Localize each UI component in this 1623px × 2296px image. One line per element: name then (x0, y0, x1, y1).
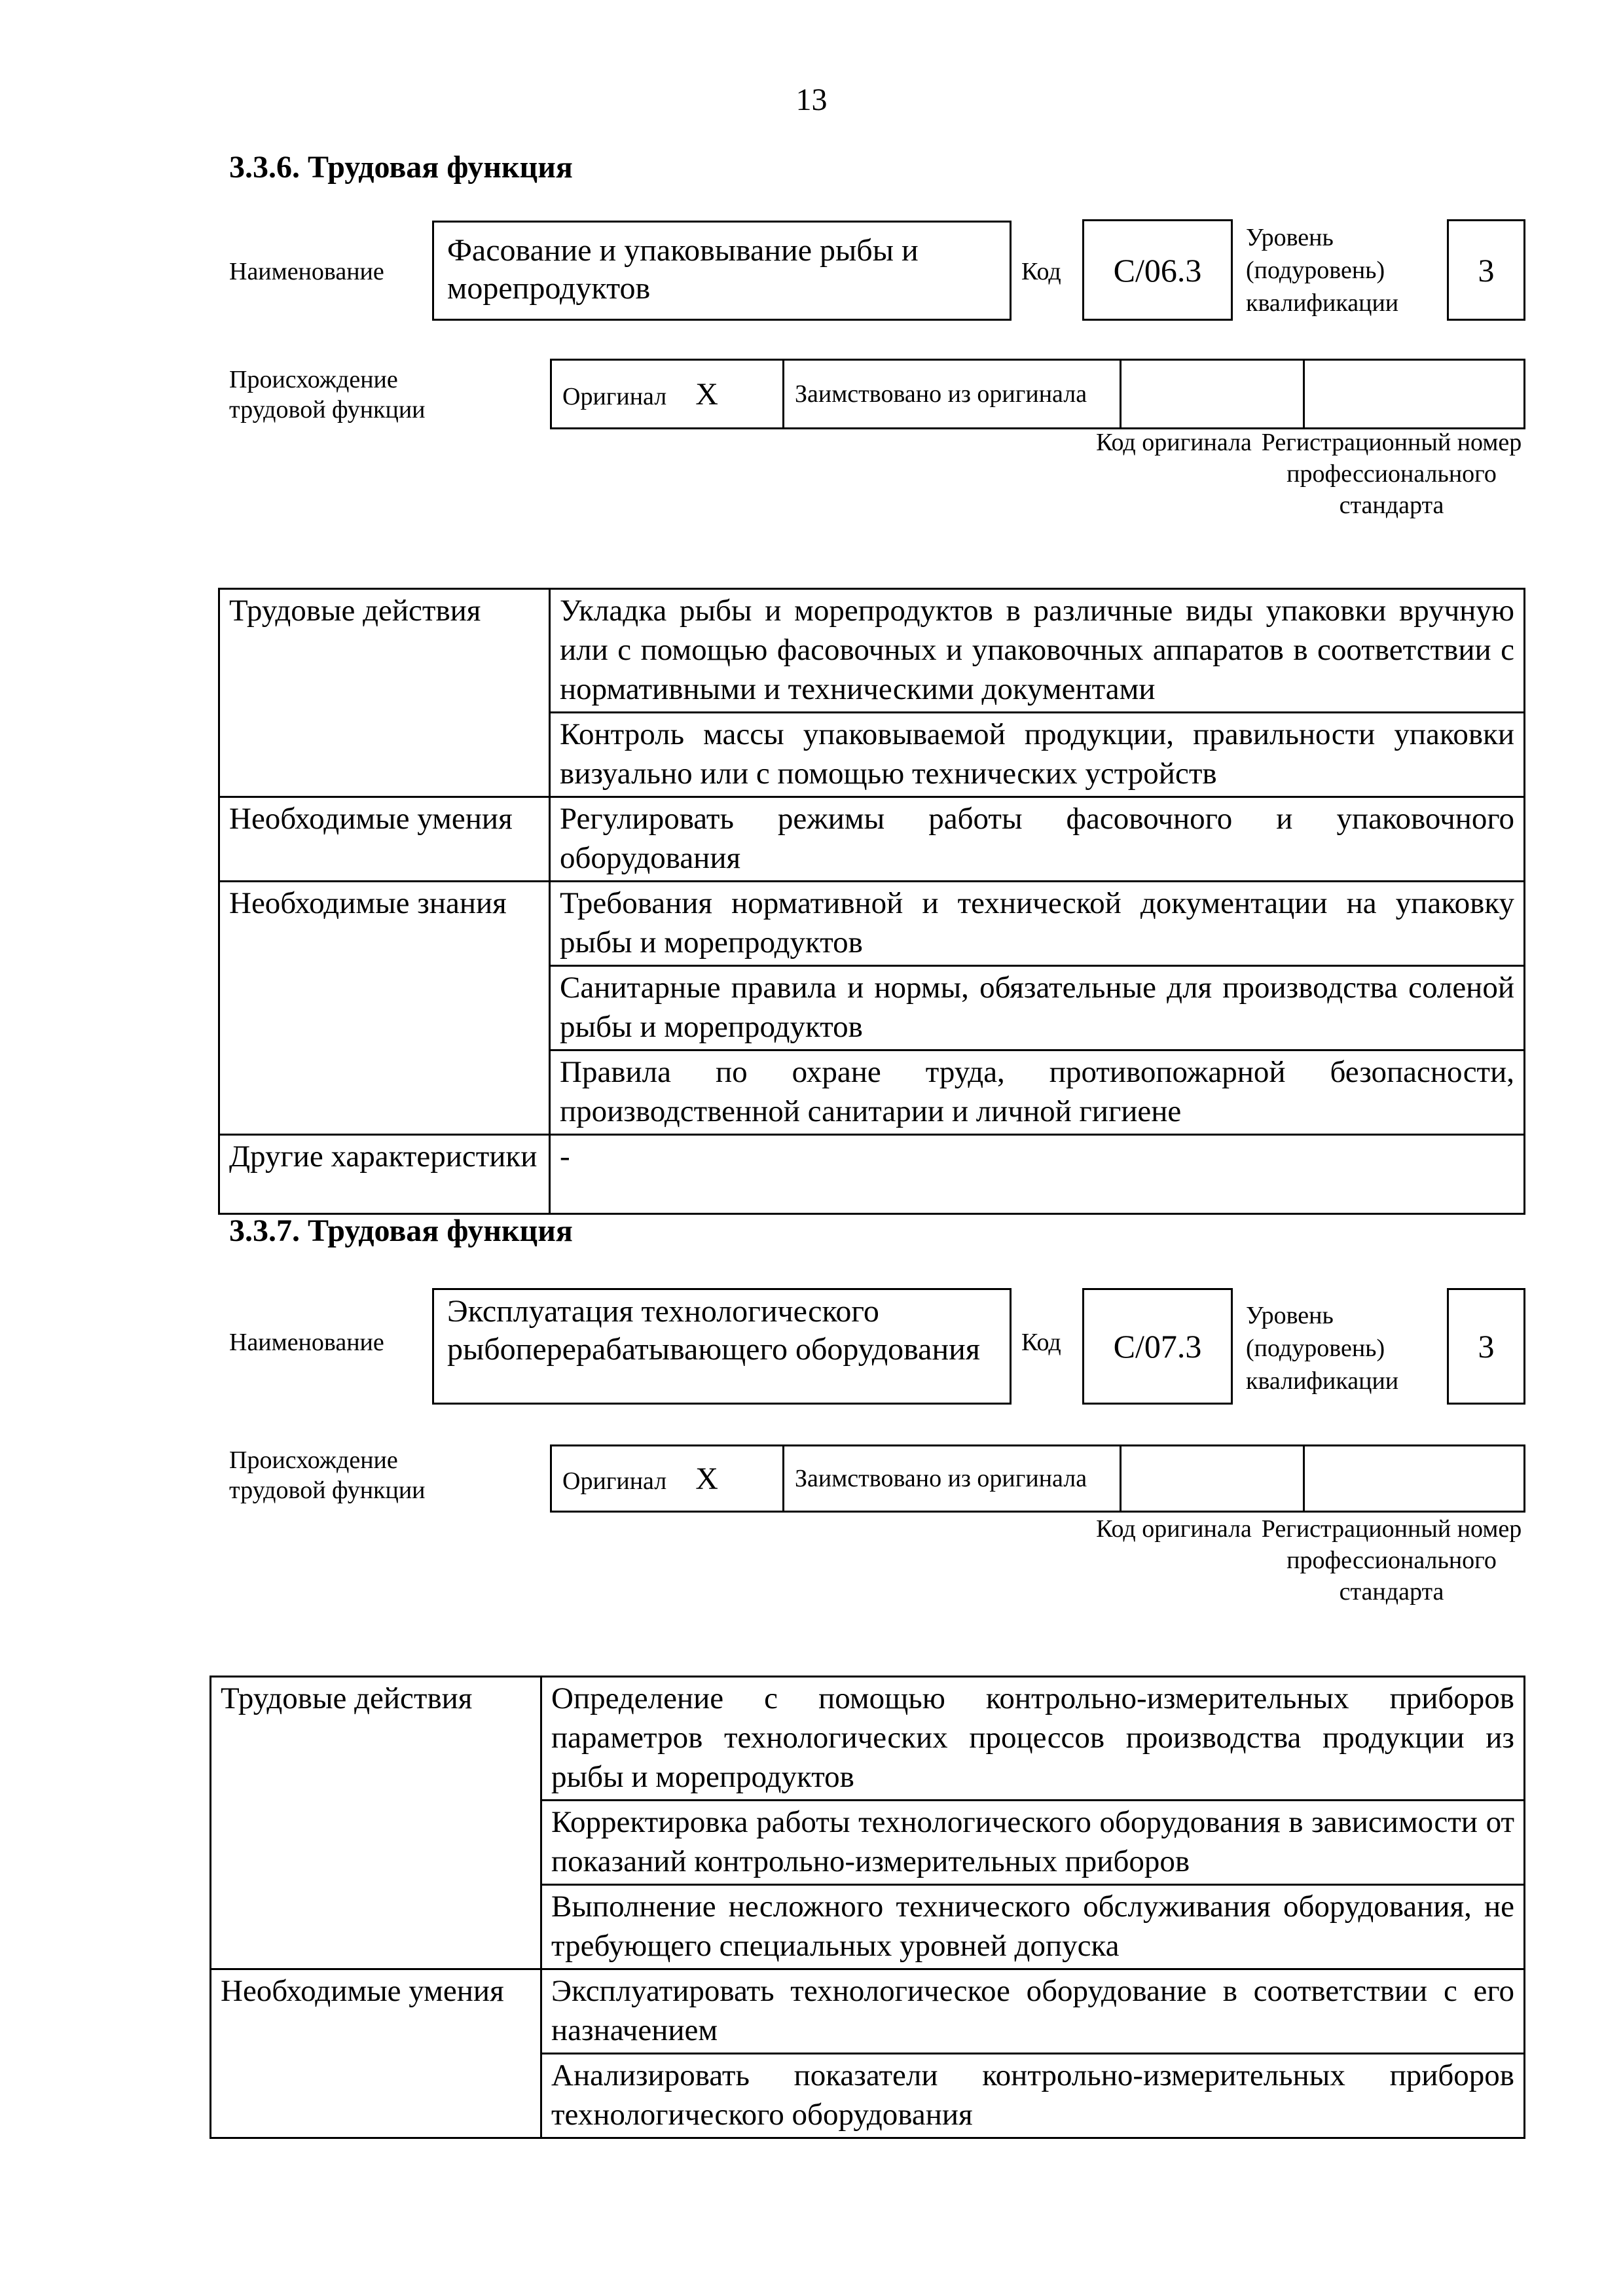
row-item: Эксплуатировать технологическое оборудование в соответствии с его назначением (541, 1969, 1525, 2054)
origin-original-cell (551, 1446, 784, 1512)
row-item: Правила по охране труда, противопожарной безопасности, производственной санитарии и личной гигиене (550, 1050, 1525, 1135)
registration-number-cell (1304, 360, 1525, 429)
caption-original-code: Код оригинала (1096, 429, 1252, 456)
original-code-cell (1121, 360, 1304, 429)
code-field: C/06.3 (1082, 219, 1233, 321)
caption-original-code: Код оригинала (1096, 1515, 1252, 1543)
row-label: Необходимые умения (211, 1969, 541, 2138)
row-label: Необходимые умения (219, 797, 550, 882)
qualification-level-label: Уровень (подуровень) квалификации (1246, 224, 1399, 317)
row-item: - (550, 1135, 1525, 1214)
row-item: Определение с помощью контрольно-измерительных приборов параметров технологических процессов производства продукции из рыбы и морепродуктов (541, 1677, 1525, 1801)
row-item: Регулировать режимы работы фасовочного и упаковочного оборудования (550, 797, 1525, 882)
origin-label: Происхождение трудовой функции (229, 1446, 426, 1504)
qualification-level-field: 3 (1447, 219, 1525, 321)
caption-registration-number: Регистрационный номер профессионального стандарта (1261, 429, 1522, 519)
table-row (219, 589, 1525, 713)
qualification-level-field: 3 (1447, 1288, 1525, 1405)
function-name-field: Фасование и упаковывание рыбы и морепродуктов (432, 221, 1012, 321)
table-row (219, 882, 1525, 966)
table-row (211, 1677, 1525, 1801)
section-title: 3.3.6. Трудовая функция (229, 150, 573, 185)
original-label: Оригинал (562, 382, 667, 410)
qualification-level-label: Уровень (подуровень) квалификации (1246, 1302, 1399, 1395)
borrowed-cell (784, 1446, 1121, 1512)
row-item: Анализировать показатели контрольно-измерительных приборов технологического оборудования (541, 2054, 1525, 2138)
name-label: Наименование (229, 1329, 384, 1356)
origin-table (550, 1444, 1525, 1513)
registration-number-cell (1304, 1446, 1525, 1512)
name-label: Наименование (229, 258, 384, 285)
code-label: Код (1021, 1329, 1061, 1356)
row-label: Трудовые действия (211, 1677, 541, 1969)
borrowed-cell (784, 360, 1121, 429)
row-item: Контроль массы упаковываемой продукции, правильности упаковки визуально или с помощью технических устройств (550, 713, 1525, 797)
origin-table (550, 359, 1525, 429)
code-field: C/07.3 (1082, 1288, 1233, 1405)
row-item: Укладка рыбы и морепродуктов в различные виды упаковки вручную или с помощью фасовочных и упаковочных аппаратов в соответствии с нормативными и техническими документами (550, 589, 1525, 713)
page-number: 13 (795, 82, 828, 117)
borrowed-label: Заимствовано из оригинала (795, 380, 1087, 408)
table-row (211, 1969, 1525, 2054)
origin-original-cell (551, 360, 784, 429)
original-label: Оригинал (562, 1467, 667, 1495)
function-name-field: Эксплуатация технологического рыбоперерабатывающего оборудования (432, 1288, 1012, 1405)
origin-label: Происхождение трудовой функции (229, 366, 426, 423)
details-table (218, 588, 1525, 1215)
row-label: Другие характеристики (219, 1135, 550, 1214)
original-mark: X (695, 1461, 718, 1496)
table-row (219, 1135, 1525, 1214)
section-title: 3.3.7. Трудовая функция (229, 1213, 573, 1248)
original-mark: X (695, 376, 718, 412)
row-item: Выполнение несложного технического обслуживания оборудования, не требующего специальных уровней допуска (541, 1885, 1525, 1969)
row-item: Требования нормативной и технической документации на упаковку рыбы и морепродуктов (550, 882, 1525, 966)
table-row (219, 797, 1525, 882)
details-table (210, 1676, 1525, 2139)
row-label: Необходимые знания (219, 882, 550, 1135)
code-label: Код (1021, 258, 1061, 285)
caption-registration-number: Регистрационный номер профессионального стандарта (1261, 1515, 1522, 1605)
borrowed-label: Заимствовано из оригинала (795, 1465, 1087, 1492)
row-item: Санитарные правила и нормы, обязательные для производства соленой рыбы и морепродуктов (550, 966, 1525, 1050)
row-item: Корректировка работы технологического оборудования в зависимости от показаний контрольно-измерительных приборов (541, 1801, 1525, 1885)
row-label: Трудовые действия (219, 589, 550, 797)
original-code-cell (1121, 1446, 1304, 1512)
